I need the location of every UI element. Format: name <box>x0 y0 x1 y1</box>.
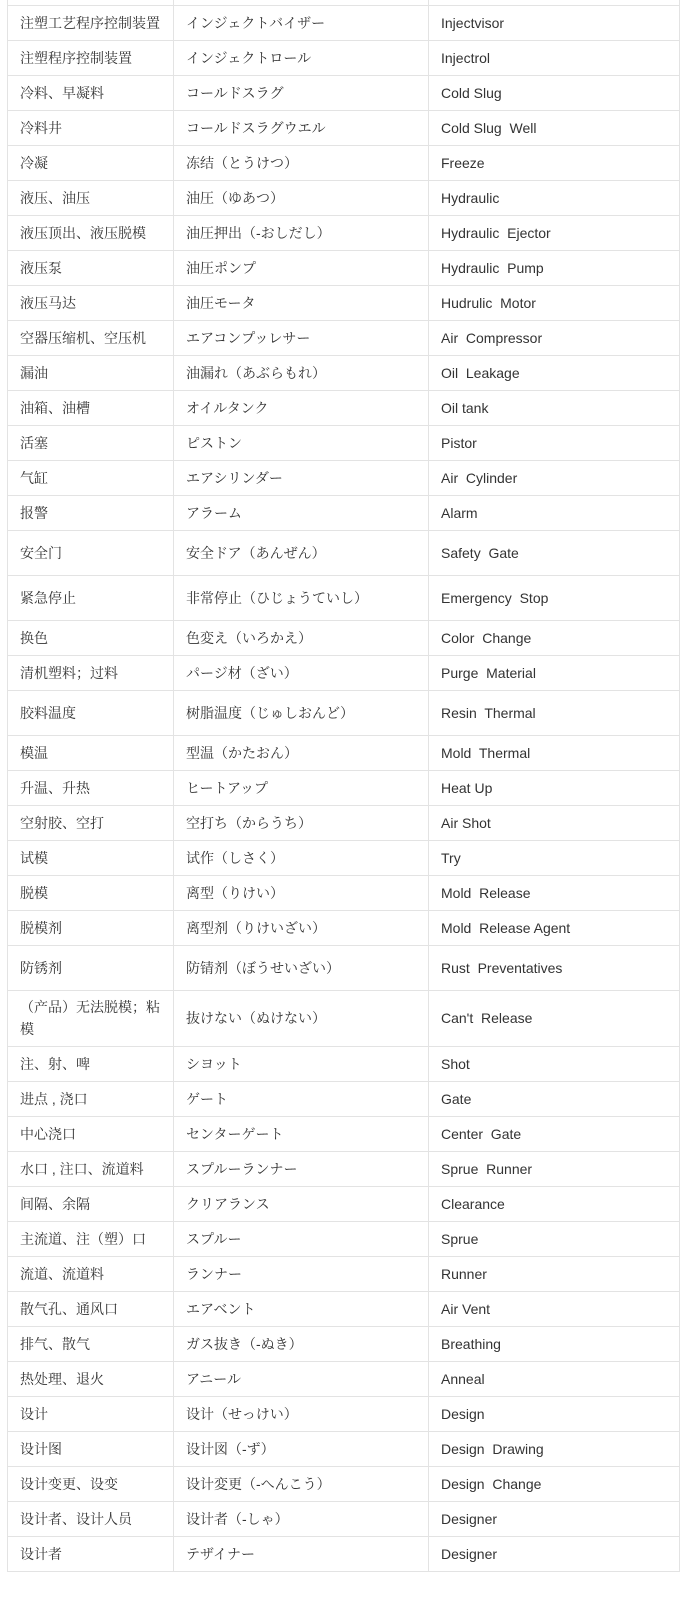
cell-english: Color Change <box>429 621 680 655</box>
cell-english: Mold Thermal <box>429 736 680 770</box>
cell-english: Hydraulic Pump <box>429 251 680 285</box>
cell-japanese: 防锖剂（ぼうせいざい） <box>174 946 429 990</box>
cell-english: Designer <box>429 1537 680 1571</box>
cell-chinese: 紧急停止 <box>8 576 174 620</box>
cell-chinese: 注、射、啤 <box>8 1047 174 1081</box>
cell-japanese: 设计図（-ず） <box>174 1432 429 1466</box>
cell-english: Injectrol <box>429 41 680 75</box>
cell-japanese: 油圧ポンプ <box>174 251 429 285</box>
cell-japanese: インジェクトロール <box>174 41 429 75</box>
cell-japanese: クリアランス <box>174 1187 429 1221</box>
table-row <box>7 1432 680 1467</box>
cell-english: Shot <box>429 1047 680 1081</box>
cell-english: Design Drawing <box>429 1432 680 1466</box>
table-row <box>7 41 680 76</box>
table-row <box>7 181 680 216</box>
cell-chinese: 空器压缩机、空压机 <box>8 321 174 355</box>
cell-english: Alarm <box>429 496 680 530</box>
cell-japanese: コールドスラグウエル <box>174 111 429 145</box>
cell-english: Safety Gate <box>429 531 680 575</box>
cell-english: Emergency Stop <box>429 576 680 620</box>
cell-english: Resin Thermal <box>429 691 680 735</box>
cell-japanese: ゲート <box>174 1082 429 1116</box>
cell-chinese: 漏油 <box>8 356 174 390</box>
cell-english: Clearance <box>429 1187 680 1221</box>
table-row <box>7 356 680 391</box>
cell-chinese: 冷凝 <box>8 146 174 180</box>
table-row <box>7 321 680 356</box>
cell-english: Gate <box>429 1082 680 1116</box>
cell-japanese: テザイナー <box>174 1537 429 1571</box>
cell-chinese: 试模 <box>8 841 174 875</box>
cell-english: Mold Release Agent <box>429 911 680 945</box>
table-row <box>7 621 680 656</box>
table-row <box>7 1327 680 1362</box>
table-row <box>7 461 680 496</box>
table-row <box>7 806 680 841</box>
cell-chinese: 设计 <box>8 1397 174 1431</box>
table-row <box>7 991 680 1047</box>
cell-chinese: 流道、流道料 <box>8 1257 174 1291</box>
table-row <box>7 1467 680 1502</box>
cell-chinese: 散气孔、通风口 <box>8 1292 174 1326</box>
cell-japanese: ピストン <box>174 426 429 460</box>
table-row <box>7 1257 680 1292</box>
cell-chinese: 冷料井 <box>8 111 174 145</box>
cell-english: Mold Release <box>429 876 680 910</box>
cell-chinese: 冷料、早凝料 <box>8 76 174 110</box>
table-row <box>7 691 680 736</box>
cell-english: Designer <box>429 1502 680 1536</box>
table-row <box>7 391 680 426</box>
cell-chinese: 报警 <box>8 496 174 530</box>
cell-chinese: 进点 , 浇口 <box>8 1082 174 1116</box>
table-row <box>7 1502 680 1537</box>
cell-english: Cold Slug <box>429 76 680 110</box>
cell-english: Freeze <box>429 146 680 180</box>
cell-chinese: 防锈剂 <box>8 946 174 990</box>
cell-chinese: 清机塑料；过料 <box>8 656 174 690</box>
cell-japanese: 设计変更（-へんこう） <box>174 1467 429 1501</box>
table-row <box>7 496 680 531</box>
cell-japanese: 树脂温度（じゅしおんど） <box>174 691 429 735</box>
table-row <box>7 1362 680 1397</box>
table-row <box>7 1537 680 1572</box>
cell-english: Air Shot <box>429 806 680 840</box>
cell-chinese: 注塑程序控制装置 <box>8 41 174 75</box>
cell-japanese: ランナー <box>174 1257 429 1291</box>
cell-chinese: 升温、升热 <box>8 771 174 805</box>
cell-japanese: 空打ち（からうち） <box>174 806 429 840</box>
cell-chinese: 热处理、退火 <box>8 1362 174 1396</box>
table-row <box>7 1117 680 1152</box>
cell-japanese: センターゲート <box>174 1117 429 1151</box>
cell-english: Breathing <box>429 1327 680 1361</box>
cell-english: Oil Leakage <box>429 356 680 390</box>
cell-japanese: アラーム <box>174 496 429 530</box>
cell-chinese: 空射胶、空打 <box>8 806 174 840</box>
cell-chinese: 设计者、设计人员 <box>8 1502 174 1536</box>
table-row <box>7 771 680 806</box>
cell-english: Anneal <box>429 1362 680 1396</box>
cell-english: Rust Preventatives <box>429 946 680 990</box>
cell-chinese: 液压泵 <box>8 251 174 285</box>
cell-japanese: エアベント <box>174 1292 429 1326</box>
cell-english: Design Change <box>429 1467 680 1501</box>
cell-chinese: （产品）无法脱模；粘模 <box>8 991 174 1046</box>
cell-english: Air Cylinder <box>429 461 680 495</box>
cell-english: Oil tank <box>429 391 680 425</box>
cell-chinese: 设计变更、设变 <box>8 1467 174 1501</box>
cell-english: Hydraulic Ejector <box>429 216 680 250</box>
cell-japanese <box>174 0 429 5</box>
cell-japanese: 离型剂（りけいざい） <box>174 911 429 945</box>
cell-japanese: 试作（しさく） <box>174 841 429 875</box>
cell-chinese: 模温 <box>8 736 174 770</box>
cell-chinese: 注塑工艺程序控制装置 <box>8 6 174 40</box>
cell-english: Air Vent <box>429 1292 680 1326</box>
table-row <box>7 736 680 771</box>
cell-english <box>429 0 680 5</box>
cell-english: Heat Up <box>429 771 680 805</box>
table-row <box>7 1152 680 1187</box>
table-row <box>7 1047 680 1082</box>
table-row <box>7 841 680 876</box>
table-row <box>7 111 680 146</box>
cell-chinese: 脱模 <box>8 876 174 910</box>
table-row <box>7 76 680 111</box>
cell-japanese: 抜けない（ぬけない） <box>174 991 429 1046</box>
cell-english: Cold Slug Well <box>429 111 680 145</box>
glossary-table <box>7 0 680 1572</box>
cell-japanese: 油圧モータ <box>174 286 429 320</box>
table-row <box>7 911 680 946</box>
cell-japanese: 离型（りけい） <box>174 876 429 910</box>
cell-japanese: 非常停止（ひじょうていし） <box>174 576 429 620</box>
cell-chinese: 油箱、油槽 <box>8 391 174 425</box>
cell-english: Try <box>429 841 680 875</box>
table-row <box>7 1292 680 1327</box>
table-row <box>7 251 680 286</box>
cell-english: Sprue <box>429 1222 680 1256</box>
table-row <box>7 576 680 621</box>
cell-english: Air Compressor <box>429 321 680 355</box>
table-row <box>7 6 680 41</box>
cell-japanese: スプルーランナー <box>174 1152 429 1186</box>
cell-chinese: 排气、散气 <box>8 1327 174 1361</box>
cell-chinese: 设计者 <box>8 1537 174 1571</box>
table-row <box>7 531 680 576</box>
cell-japanese: 设计（せっけい） <box>174 1397 429 1431</box>
table-row <box>7 1222 680 1257</box>
cell-english: Sprue Runner <box>429 1152 680 1186</box>
cell-japanese: 冻结（とうけつ） <box>174 146 429 180</box>
cell-japanese: スプルー <box>174 1222 429 1256</box>
cell-japanese: インジェクトバイザー <box>174 6 429 40</box>
cell-english: Purge Material <box>429 656 680 690</box>
cell-chinese: 安全门 <box>8 531 174 575</box>
cell-japanese: パージ材（ざい） <box>174 656 429 690</box>
cell-japanese: コールドスラグ <box>174 76 429 110</box>
cell-chinese: 液压马达 <box>8 286 174 320</box>
cell-chinese: 液压、油压 <box>8 181 174 215</box>
cell-chinese: 主流道、注（塑）口 <box>8 1222 174 1256</box>
cell-chinese: 活塞 <box>8 426 174 460</box>
cell-chinese: 设计图 <box>8 1432 174 1466</box>
cell-japanese: 油圧押出（-おしだし） <box>174 216 429 250</box>
cell-japanese: ガス抜き（-ぬき） <box>174 1327 429 1361</box>
table-row <box>7 1187 680 1222</box>
cell-english: Center Gate <box>429 1117 680 1151</box>
cell-japanese: 油圧（ゆあつ） <box>174 181 429 215</box>
cell-japanese: エアシリンダー <box>174 461 429 495</box>
cell-english: Hydraulic <box>429 181 680 215</box>
table-row <box>7 656 680 691</box>
table-row <box>7 146 680 181</box>
cell-english: Injectvisor <box>429 6 680 40</box>
cell-japanese: オイルタンク <box>174 391 429 425</box>
cell-japanese: 安全ドア（あんぜん） <box>174 531 429 575</box>
cell-english: Can't Release <box>429 991 680 1046</box>
cell-japanese: 油漏れ（あぶらもれ） <box>174 356 429 390</box>
cell-japanese: ヒートアップ <box>174 771 429 805</box>
cell-japanese: エアコンプッレサー <box>174 321 429 355</box>
cell-japanese: 设计者（-しゃ） <box>174 1502 429 1536</box>
cell-japanese: 型温（かたおん） <box>174 736 429 770</box>
cell-japanese: 色変え（いろかえ） <box>174 621 429 655</box>
cell-chinese: 胶料温度 <box>8 691 174 735</box>
cell-english: Design <box>429 1397 680 1431</box>
table-row <box>7 876 680 911</box>
table-row <box>7 426 680 461</box>
cell-japanese: シヨット <box>174 1047 429 1081</box>
table-row <box>7 946 680 991</box>
table-row <box>7 1082 680 1117</box>
table-row <box>7 216 680 251</box>
table-row <box>7 286 680 321</box>
cell-chinese: 间隔、余隔 <box>8 1187 174 1221</box>
cell-chinese: 脱模剂 <box>8 911 174 945</box>
cell-chinese: 中心浇口 <box>8 1117 174 1151</box>
cell-chinese: 水口 , 注口、流道料 <box>8 1152 174 1186</box>
cell-chinese: 气缸 <box>8 461 174 495</box>
table-row <box>7 1397 680 1432</box>
cell-chinese <box>8 0 174 5</box>
cell-chinese: 换色 <box>8 621 174 655</box>
cell-japanese: アニール <box>174 1362 429 1396</box>
cell-english: Hudrulic Motor <box>429 286 680 320</box>
cell-chinese: 液压顶出、液压脱模 <box>8 216 174 250</box>
cell-english: Runner <box>429 1257 680 1291</box>
cell-english: Pistor <box>429 426 680 460</box>
